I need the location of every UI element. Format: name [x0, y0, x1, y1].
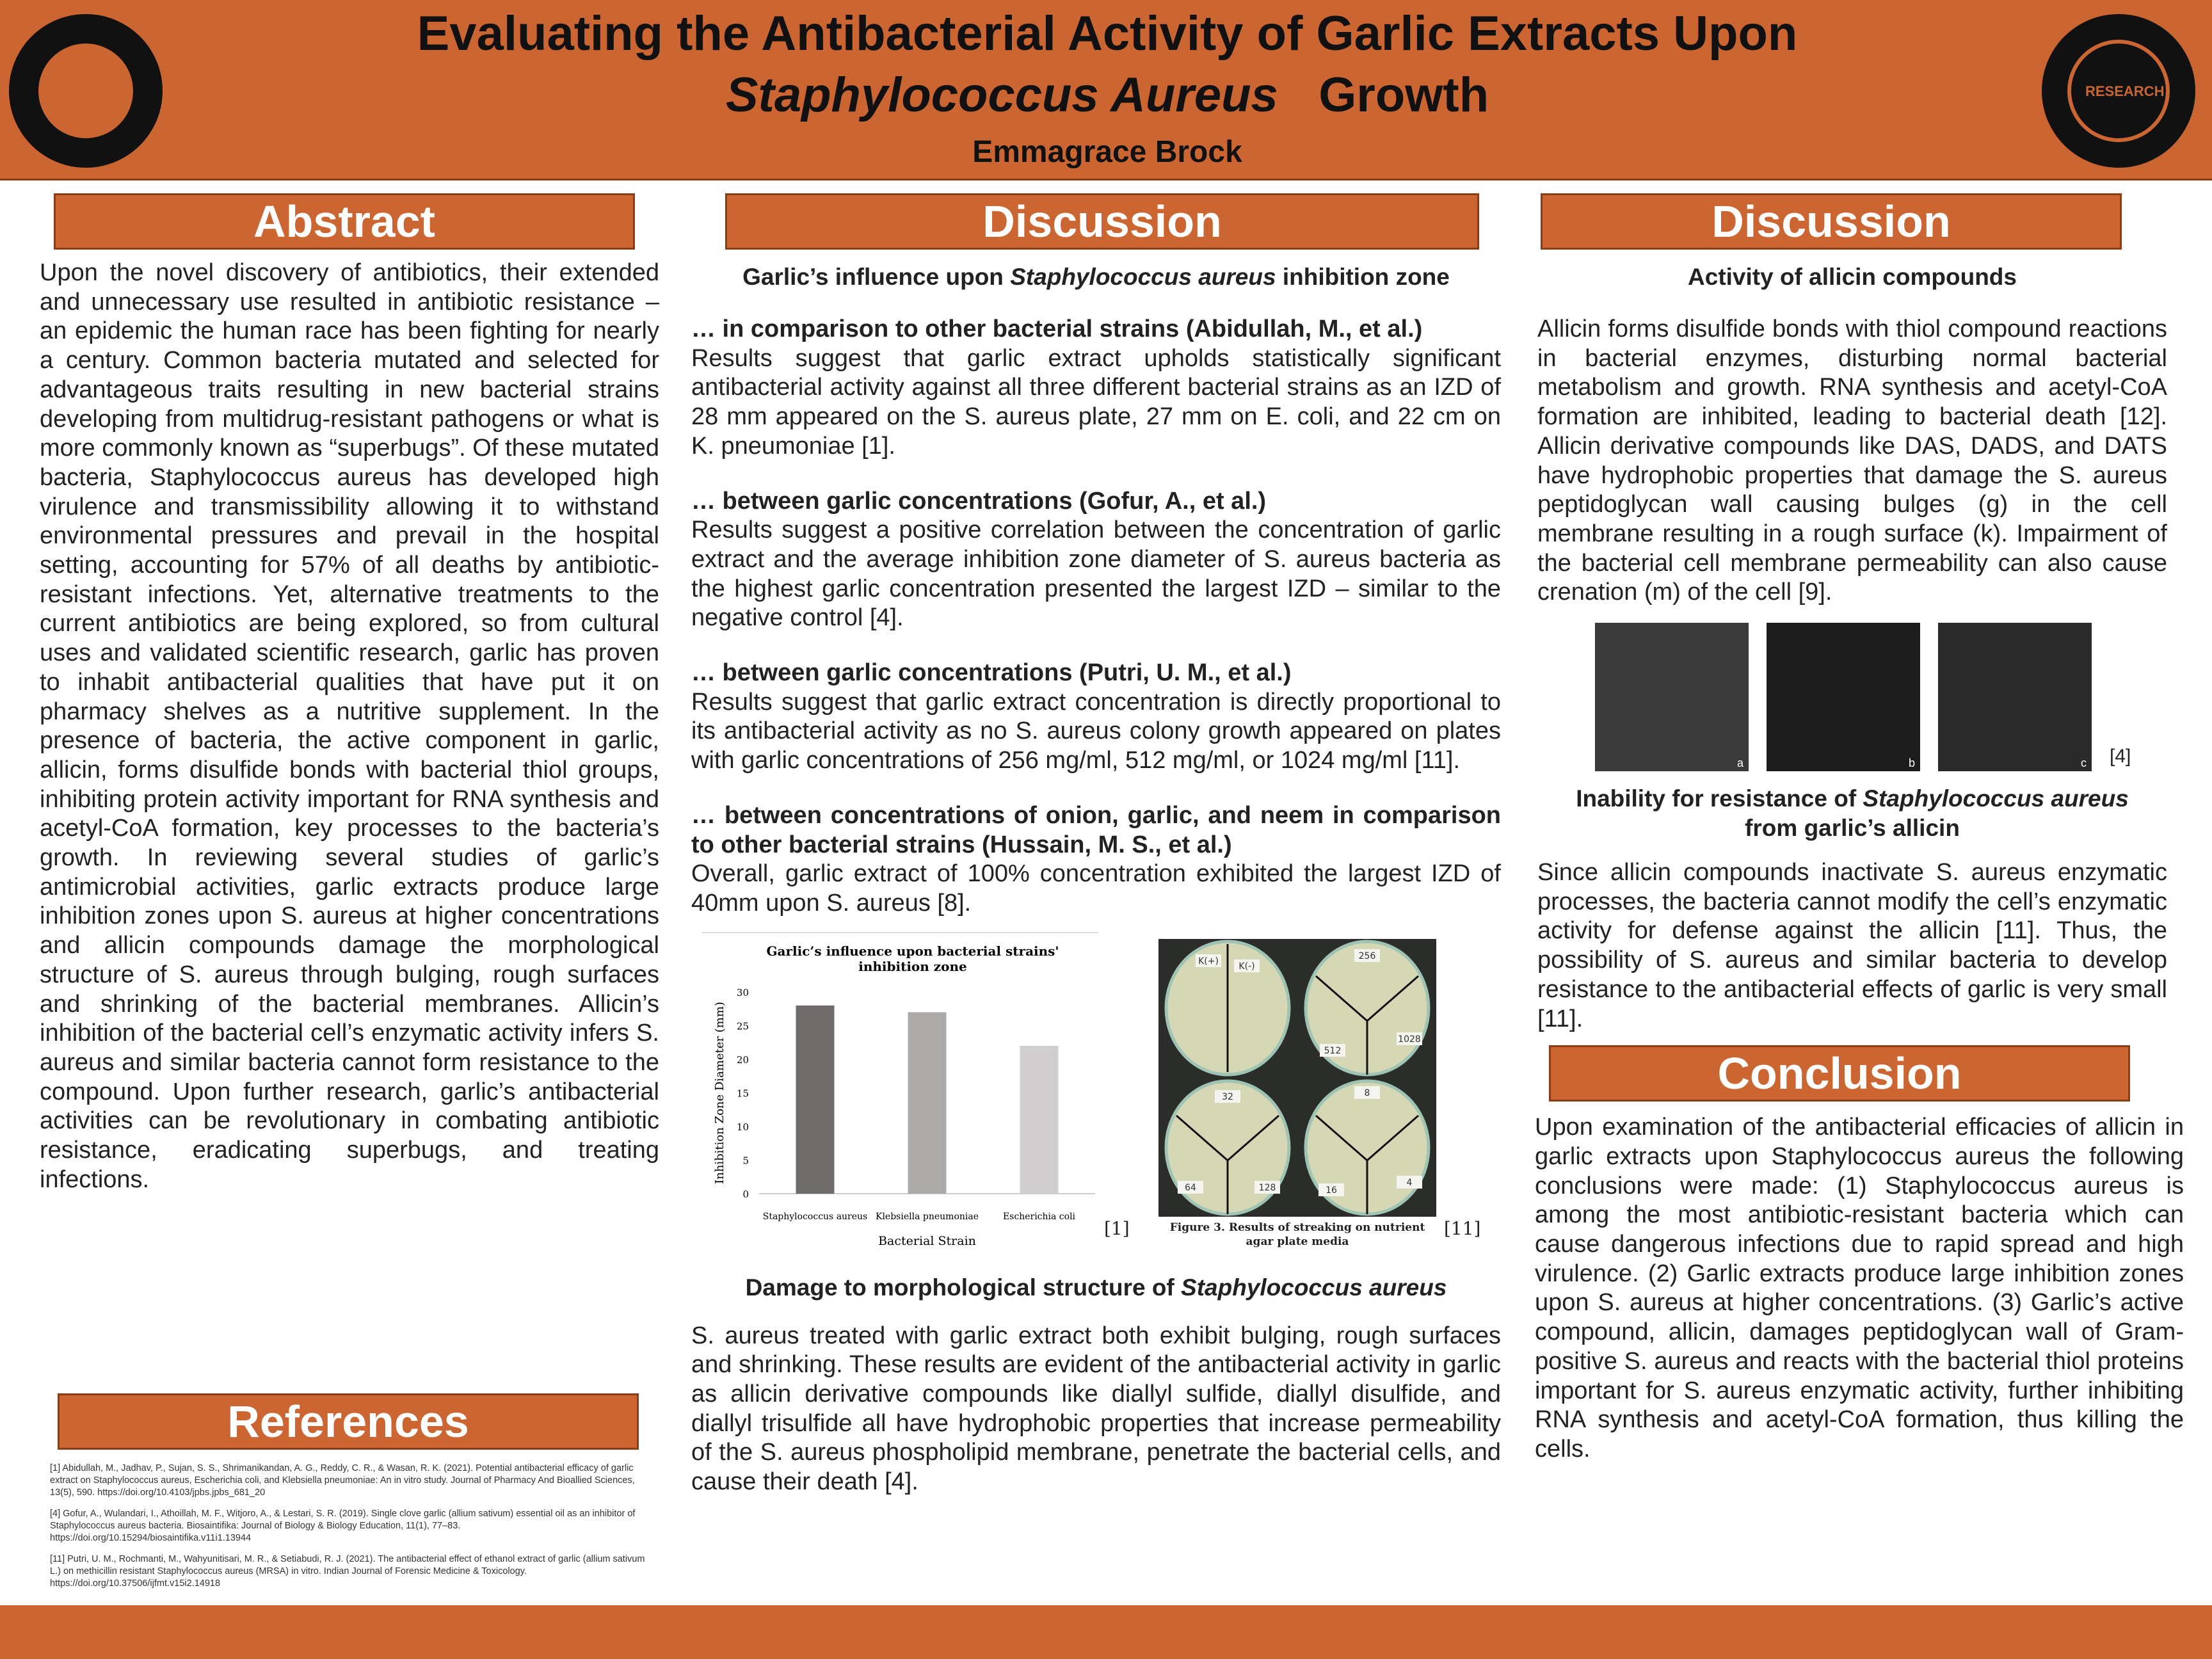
plate-label: 256: [1358, 950, 1376, 961]
sem-citation: [4]: [2110, 746, 2131, 767]
abstract-heading: Abstract: [54, 193, 635, 250]
x-tick-label: Klebsiella pneumoniae: [876, 1211, 979, 1222]
reference-item: [11] Putri, U. M., Rochmanti, M., Wahyunitisari, M. R., & Setiabudi, R. J. (2021). The antibacterial effect of ethanol extract of garlic (allium sativum L.) on methicillin resistant Staphylococcus aureus (MRSA) in vitro. Indian Journal of Forensic Medicine & Toxicology. https://doi.org/10.37506/ijfmt.v15i2.14918: [50, 1554, 645, 1589]
inhibition-zone-bar-chart: [701, 931, 1098, 1254]
y-tick-label: 30: [736, 986, 749, 998]
poster-footer: [0, 1605, 2212, 1659]
morphology-text: S. aureus treated with garlic extract both exhibit bulging, rough surfaces and shrinking. These results are evident of the antibacterial activity in garlic as allicin derivative compounds like diallyl sulfide, diallyl disulfide, and diallyl trisulfide all have hydrophobic properties that increase permeability of the S. aureus phospholipid membrane, penetrate the bacterial cells, and cause their death [4].: [691, 1322, 1501, 1496]
figures-row: [691, 931, 1501, 1264]
sem-image-b: b: [1767, 623, 1920, 771]
chart-title: Garlic’s influence upon bacterial strains': [766, 943, 1059, 959]
allicin-text: Allicin forms disulfide bonds with thiol compound reactions in bacterial enzymes, disturbing normal bacterial metabolism and growth. RNA synthesis and acetyl-CoA formation are inhibited, leading to bacterial death [12]. Allicin derivative compounds like DAS, DADS, and DATS have hydrophobic properties that damage the S. aureus peptidoglycan wall causing bulges (g) in the cell membrane resulting in a rough surface (k). Impairment of the bacterial cell membrane permeability can also cause crenation (m) of the cell [9].: [1537, 316, 2167, 606]
section-text: Results suggest that garlic extract upholds statistically significant antibacterial activity against all three different bacterial strains as an IZD of 28 mm appeared on the S. aureus plate, 27 mm on E. coli, and 22 cm on K. pneumoniae [1].: [691, 344, 1501, 460]
discussion-heading-2: Discussion: [1541, 193, 2122, 250]
plate-label: 512: [1324, 1045, 1342, 1056]
ocom-research-logo-right: RESEARCH: [2042, 14, 2195, 168]
sem-image-a: a: [1595, 623, 1749, 771]
resistance-text: Since allicin compounds inactivate S. aureus enzymatic processes, the bacteria cannot modify the cell’s enzymatic activity for defense against the allicin [11]. Thus, the possibility of S. aureus and similar bacteria to develop resistance to the antibacterial effects of garlic is very small [11].: [1537, 859, 2167, 1032]
y-tick-label: 0: [742, 1188, 749, 1200]
plate-label: K(-): [1238, 961, 1255, 972]
discussion-column-2: [1535, 193, 2184, 1464]
bar-staphylococcus-aureus: [796, 1006, 835, 1194]
plate-label: 64: [1185, 1182, 1196, 1193]
plate-label: 16: [1326, 1185, 1337, 1196]
morphology-subheading: Damage to morphological structure of Staphylococcus aureus: [745, 1274, 1447, 1301]
plate-label: 4: [1406, 1177, 1413, 1188]
y-tick-label: 25: [736, 1020, 749, 1032]
poster-title-line1: Evaluating the Antibacterial Activity of Garlic Extracts Upon: [417, 6, 1798, 61]
discussion-heading-1: Discussion: [725, 193, 1479, 250]
y-tick-label: 5: [742, 1155, 749, 1167]
chart-title: inhibition zone: [858, 958, 967, 974]
chart-citation: [1]: [1104, 1217, 1130, 1239]
poster-header: [0, 0, 2212, 180]
sem-image-c: c: [1938, 623, 2092, 771]
discussion-sections: [691, 315, 1501, 918]
abstract-text: Upon the novel discovery of antibiotics, their extended and unnecessary use resulted in antibiotic resistance – an epidemic the human race has been fighting for nearly a century. Common bacteria mutated and selected for advantageous traits resulting in new bacterial strains developing from multidrug-resistant pathogens or what is more commonly known as “superbugs”. Of these mutated bacteria, Staphylococcus aureus has developed high virulence and transmissibility allowing it to withstand environmental pressures and prevail in the hospital setting, accounting for 57% of all deaths by antibiotic-resistant infections. Yet, alternative treatments to the current antibiotics are being explored, so from cultural uses and validated scientific research, garlic has proven to inhabit antibacterial qualities that have put it on pharmacy shelves as a nutritive supplement. In the presence of bacteria, the active component in garlic, allicin, forms disulfide bonds with bacterial thiol groups, inhibiting protein activity important for RNA synthesis and acetyl-CoA formation, key processes to the bacteria’s growth. In reviewing several studies of garlic’s antimicrobial activities, garlic extracts produce large inhibition zones upon S. aureus at higher concentrations and allicin compounds damage the morphological structure of S. aureus through bulging, rough surfaces and shrinking of the bacterial membranes. Allicin’s inhibition of the bacterial cell’s enzymatic activity infers S. aureus and similar bacteria cannot form resistance to the compound. Upon further research, garlic’s antibacterial activities can be revolutionary in combating antibiotic resistance, eradicating superbugs, and treating infections.: [40, 259, 659, 1193]
plate-label: 8: [1364, 1087, 1370, 1098]
figure-citation: [11]: [1444, 1217, 1481, 1239]
conclusion-heading: Conclusion: [1549, 1045, 2130, 1102]
y-tick-label: 15: [736, 1087, 749, 1100]
section-text: Results suggest that garlic extract concentration is directly proportional to its antibacterial activity as no S. aureus colony growth appeared on plates with garlic concentrations of 256 mg/ml, 512 mg/ml, or 1024 mg/ml [11].: [691, 688, 1501, 774]
section-title: … between garlic concentrations (Putri, U. M., et al.): [691, 659, 1292, 687]
plate-label: 1028: [1398, 1034, 1421, 1045]
x-tick-label: Staphylococcus aureus: [762, 1211, 868, 1222]
section-title: … between garlic concentrations (Gofur, A., et al.): [691, 487, 1267, 515]
plate-label: 32: [1222, 1091, 1233, 1102]
reference-item: [4] Gofur, A., Wulandari, I., Athoillah, M. F., Witjoro, A., & Lestari, S. R. (2019). Single clove garlic (allium sativum) essential oil as an inhibitor of Staphylococcus aureus bacteria. Biosaintifika: Journal of Biology & Biology Education, 11(1), 77–83. https://doi.org/10.15294/biosaintifika.v11i1.13944: [50, 1509, 636, 1543]
sem-images-row: [1595, 623, 2167, 771]
discussion-subheading: Garlic’s influence upon Staphylococcus aureus inhibition zone: [742, 264, 1450, 290]
plate-label: K(+): [1198, 956, 1219, 966]
bar-escherichia-coli: [1020, 1046, 1059, 1194]
allicin-subheading: Activity of allicin compounds: [1688, 264, 2017, 290]
y-axis-label: Inhibition Zone Diameter (mm): [713, 1001, 726, 1184]
section-title: … between concentrations of onion, garlic, and neem in comparison to other bacterial strains (Hussain, M. S., et al.): [691, 801, 1501, 858]
resistance-subheading: Inability for resistance of Staphylococcus aureus from garlic’s allicin: [1576, 785, 2129, 842]
x-tick-label: Escherichia coli: [1002, 1211, 1076, 1222]
bar-klebsiella-pneumoniae: [908, 1012, 947, 1194]
conclusion-text: Upon examination of the antibacterial efficacies of allicin in garlic extracts upon Staphylococcus aureus the following conclusions were made: (1) Staphylococcus aureus is among the most antibiotic-resistant bacteria which can cause dangerous infections due to rapid spread and high virulence. (2) Garlic extracts produce large inhibition zones upon S. aureus at higher concentrations. (3) Garlic’s active compound, allicin, damages peptidoglycan wall of Gram-positive S. aureus and reacts with the bacterial thiol proteins important for S. aureus enzymatic activity, further inhibiting RNA synthesis and acetyl-CoA formation, thus killing the cells.: [1535, 1114, 2184, 1463]
poster-title-line2: Staphylococcus Aureus Growth: [725, 68, 1489, 122]
plate-label: 128: [1258, 1182, 1276, 1193]
agar-plates-photo: [1158, 939, 1436, 1217]
abstract-column: [40, 193, 659, 1599]
references-heading: References: [58, 1393, 639, 1450]
y-tick-label: 20: [736, 1054, 749, 1066]
section-title: … in comparison to other bacterial strains (Abidullah, M., et al.): [691, 316, 1423, 342]
y-tick-label: 10: [736, 1121, 749, 1133]
figure-caption: Figure 3. Results of streaking on nutrient agar plate media: [1169, 1221, 1425, 1248]
author: Emmagrace Brock: [972, 135, 1242, 169]
section-text: Results suggest a positive correlation between the concentration of garlic extract and the average inhibition zone diameter of S. aureus bacteria as the highest garlic concentration presented the largest IZD – similar to the negative control [4].: [691, 517, 1501, 632]
discussion-column-1: [691, 193, 1501, 1497]
references-list: [40, 1463, 659, 1599]
reference-item: [1] Abidullah, M., Jadhav, P., Sujan, S. S., Shrimanikandan, A. G., Reddy, C. R., & Wasan, R. K. (2021). Potential antibacterial efficacy of garlic extract on Staphylococcus aureus, Escherichia coli, and Klebsiella pneumoniae: An in vitro study. Journal of Pharmacy And Bioallied Sciences, 13(5), 590. https://doi.org/10.4103/jpbs.jpbs_681_20: [50, 1463, 635, 1498]
x-axis-label: Bacterial Strain: [878, 1233, 976, 1248]
section-text: Overall, garlic extract of 100% concentration exhibited the largest IZD of 40mm upon S. aureus [8].: [691, 860, 1501, 917]
